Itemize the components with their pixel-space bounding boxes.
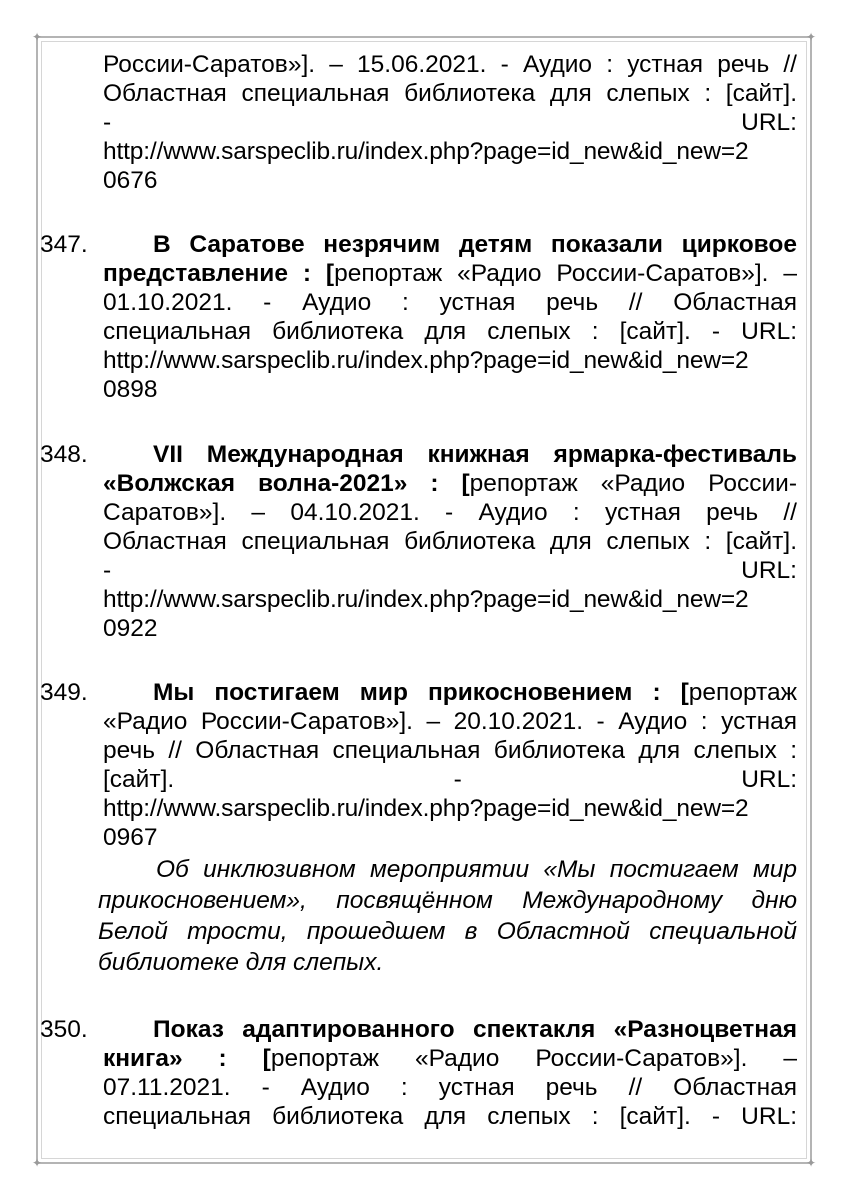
entry-title: представление : [ <box>103 260 335 287</box>
entry-number: 349. <box>40 679 88 706</box>
text-line: России-Саратов»]. – 15.06.2021. - Аудио : устная речь // <box>103 51 797 78</box>
url-line: http://www.sarspeclib.ru/index.php?page=id_new&id_new=2 <box>103 138 749 165</box>
entry-annotation <box>98 854 797 978</box>
url-label: URL: <box>741 109 797 136</box>
text-line: Областная специальная библиотека для слепых : [сайт]. <box>103 528 797 555</box>
entry-346-continuation <box>103 50 797 195</box>
url-line: http://www.sarspeclib.ru/index.php?page=id_new&id_new=2 <box>103 586 749 613</box>
url-line: http://www.sarspeclib.ru/index.php?page=id_new&id_new=2 <box>103 795 749 822</box>
text-line: речь // Областная специальная библиотека для слепых : <box>103 737 797 764</box>
entry-347 <box>103 230 797 404</box>
url-label: URL: <box>741 766 798 793</box>
text-line: Областная специальная библиотека для слепых : [сайт]. <box>103 80 797 107</box>
entry-title: книга» : [ <box>103 1045 271 1072</box>
url-line: 0676 <box>103 167 158 194</box>
text-line <box>103 556 797 585</box>
entry-348 <box>103 440 797 643</box>
text-line: «Волжская волна-2021» : [репортаж «Радио России- <box>103 470 797 497</box>
text-line: «Радио России-Саратов»]. – 20.10.2021. - Аудио : устная <box>103 708 797 735</box>
text-line: специальная библиотека для слепых : [сайт]. - URL: <box>103 318 797 345</box>
text-line: Мы постигаем мир прикосновением : [репортаж <box>153 679 797 706</box>
text-line: 01.10.2021. - Аудио : устная речь // Областная <box>103 289 797 316</box>
entry-number: 348. <box>40 441 88 468</box>
text-line: книга» : [репортаж «Радио России-Саратов»]. – <box>103 1045 797 1072</box>
entry-number: 350. <box>40 1016 88 1043</box>
annotation-line: Об инклюзивном мероприятии «Мы постигаем мир <box>156 856 797 883</box>
dash: - <box>103 557 112 584</box>
url-line: 0898 <box>103 376 158 403</box>
corner-ornament-icon: ✦ <box>31 1156 43 1170</box>
annotation-line: прикосновением», посвящённом Международному дню <box>98 887 797 914</box>
corner-ornament-icon: ✦ <box>805 30 817 44</box>
annotation-line: библиотеке для слепых. <box>98 949 384 976</box>
dash: - <box>453 766 462 793</box>
text-line <box>103 108 797 137</box>
entry-title: «Волжская волна-2021» : [ <box>103 470 470 497</box>
corner-ornament-icon: ✦ <box>31 30 43 44</box>
text-line: 07.11.2021. - Аудио : устная речь // Областная <box>103 1074 797 1101</box>
corner-ornament-icon: ✦ <box>805 1156 817 1170</box>
url-line: 0967 <box>103 824 158 851</box>
text-line: специальная библиотека для слепых : [сайт]. - URL: <box>103 1103 797 1130</box>
url-line: 0922 <box>103 615 158 642</box>
entry-350 <box>103 1015 797 1131</box>
text-line <box>103 440 797 469</box>
entry-title: Показ адаптированного спектакля «Разноцветная <box>153 1016 797 1043</box>
entry-title: В Саратове незрячим детям показали цирковое <box>153 231 797 258</box>
text-line <box>103 230 797 259</box>
url-label: URL: <box>741 557 797 584</box>
entry-title: VII Международная книжная ярмарка-фестиваль <box>153 441 797 468</box>
annotation-line: Белой трости, прошедшем в Областной специальной <box>98 918 797 945</box>
entry-number: 347. <box>40 231 88 258</box>
text-line <box>103 1015 797 1044</box>
url-line: http://www.sarspeclib.ru/index.php?page=id_new&id_new=2 <box>103 347 749 374</box>
text-line: Саратов»]. – 04.10.2021. - Аудио : устная речь // <box>103 499 797 526</box>
text-line: представление : [репортаж «Радио России-Саратов»]. – <box>103 260 797 287</box>
entry-title: Мы постигаем мир прикосновением : [ <box>153 679 689 706</box>
text-line: [сайт]. - URL: <box>103 766 798 793</box>
entry-349 <box>103 678 797 852</box>
dash: - <box>103 109 112 136</box>
